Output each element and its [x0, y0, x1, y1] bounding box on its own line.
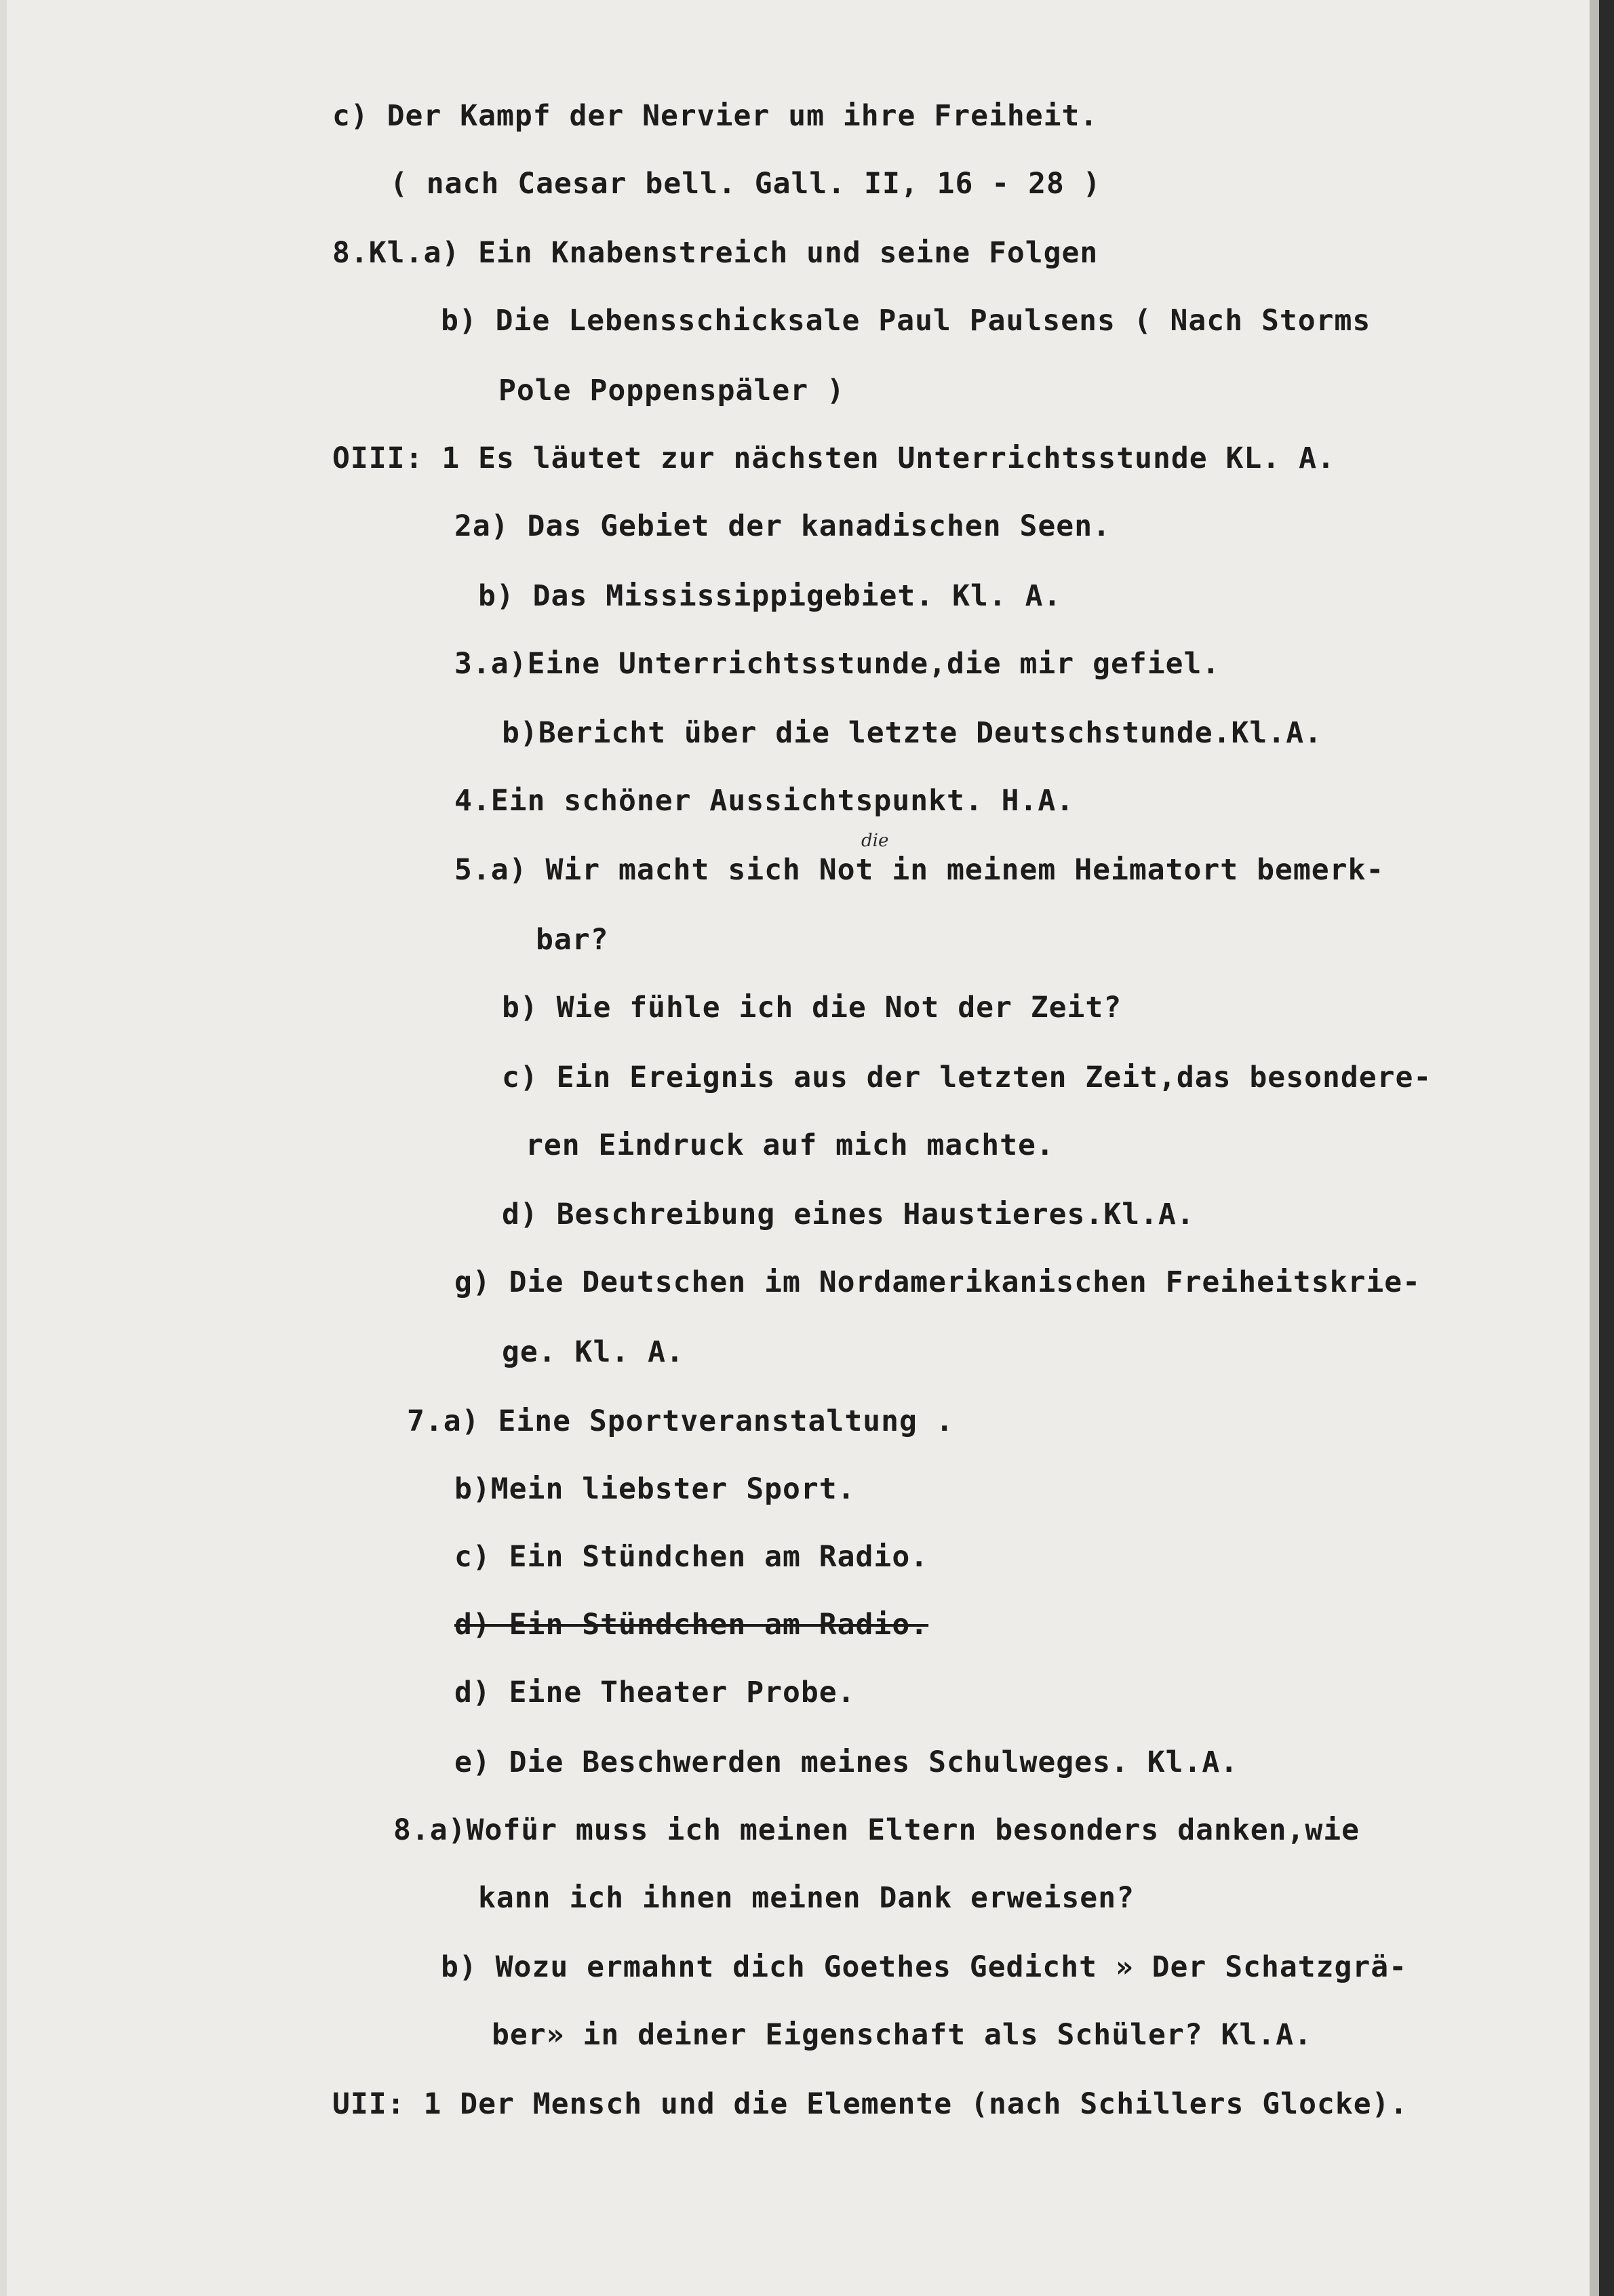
bleed-through-texture: [339, 64, 1492, 92]
text-line-29: ber» in deiner Eigenschaft als Schüler? Kl.A.: [492, 2018, 1312, 2052]
text-line-21: b)Mein liebster Sport.: [454, 1472, 856, 1506]
text-line-5: Pole Poppenspäler ): [498, 374, 845, 408]
text-line-8: b) Das Mississippigebiet. Kl. A.: [478, 579, 1062, 613]
text-line-25: e) Die Beschwerden meines Schulweges. Kl.A.: [454, 1745, 1239, 1779]
text-line-30: UII: 1 Der Mensch und die Elemente (nach Schillers Glocke).: [332, 2087, 1409, 2121]
text-line-26: 8.a)Wofür muss ich meinen Eltern besonders danken,wie: [393, 1813, 1360, 1847]
text-line-1: c) Der Kampf der Nervier um ihre Freiheit.: [332, 99, 1099, 133]
text-line-2: ( nach Caesar bell. Gall. II, 16 - 28 ): [390, 167, 1101, 201]
text-line-19: ge. Kl. A.: [502, 1335, 684, 1369]
page-right-shadow: [1590, 0, 1599, 2296]
text-line-15: c) Ein Ereignis aus der letzten Zeit,das besondere-: [502, 1061, 1432, 1094]
text-line-3: 8.Kl.a) Ein Knabenstreich und seine Folgen: [332, 236, 1099, 270]
handwritten-insert: die: [861, 831, 889, 851]
text-line-18: g) Die Deutschen im Nordamerikanischen Freiheitskrie-: [454, 1265, 1421, 1299]
text-line-12: 5.a) Wir macht sich Not in meinem Heimatort bemerk-: [454, 853, 1385, 887]
text-line-28: b) Wozu ermahnt dich Goethes Gedicht » Der Schatzgrä-: [441, 1950, 1408, 1984]
text-line-27: kann ich ihnen meinen Dank erweisen?: [478, 1881, 1135, 1915]
text-line-20: 7.a) Eine Sportveranstaltung .: [407, 1404, 954, 1438]
text-line-9: 3.a)Eine Unterrichtsstunde,die mir gefiel.: [454, 647, 1221, 681]
text-line-17: d) Beschreibung eines Haustieres.Kl.A.: [502, 1198, 1195, 1231]
text-line-14: b) Wie fühle ich die Not der Zeit?: [502, 991, 1122, 1025]
scan-dark-border: [1599, 0, 1614, 2296]
text-line-22: c) Ein Stündchen am Radio.: [454, 1540, 929, 1574]
text-line-7: 2a) Das Gebiet der kanadischen Seen.: [454, 509, 1111, 543]
text-line-6: OIII: 1 Es läutet zur nächsten Unterrichtsstunde KL. A.: [332, 441, 1335, 475]
page-left-shadow: [0, 0, 7, 2296]
text-line-16: ren Eindruck auf mich machte.: [526, 1128, 1055, 1162]
text-line-10: b)Bericht über die letzte Deutschstunde.Kl.A.: [502, 716, 1322, 750]
text-line-4: b) Die Lebensschicksale Paul Paulsens ( Nach Storms: [441, 304, 1371, 338]
text-line-13: bar?: [536, 923, 609, 957]
text-line-24: d) Eine Theater Probe.: [454, 1676, 856, 1709]
text-line-23-struck: d) Ein Stündchen am Radio.: [454, 1608, 929, 1642]
text-line-11: 4.Ein schöner Aussichtspunkt. H.A.: [454, 784, 1075, 818]
